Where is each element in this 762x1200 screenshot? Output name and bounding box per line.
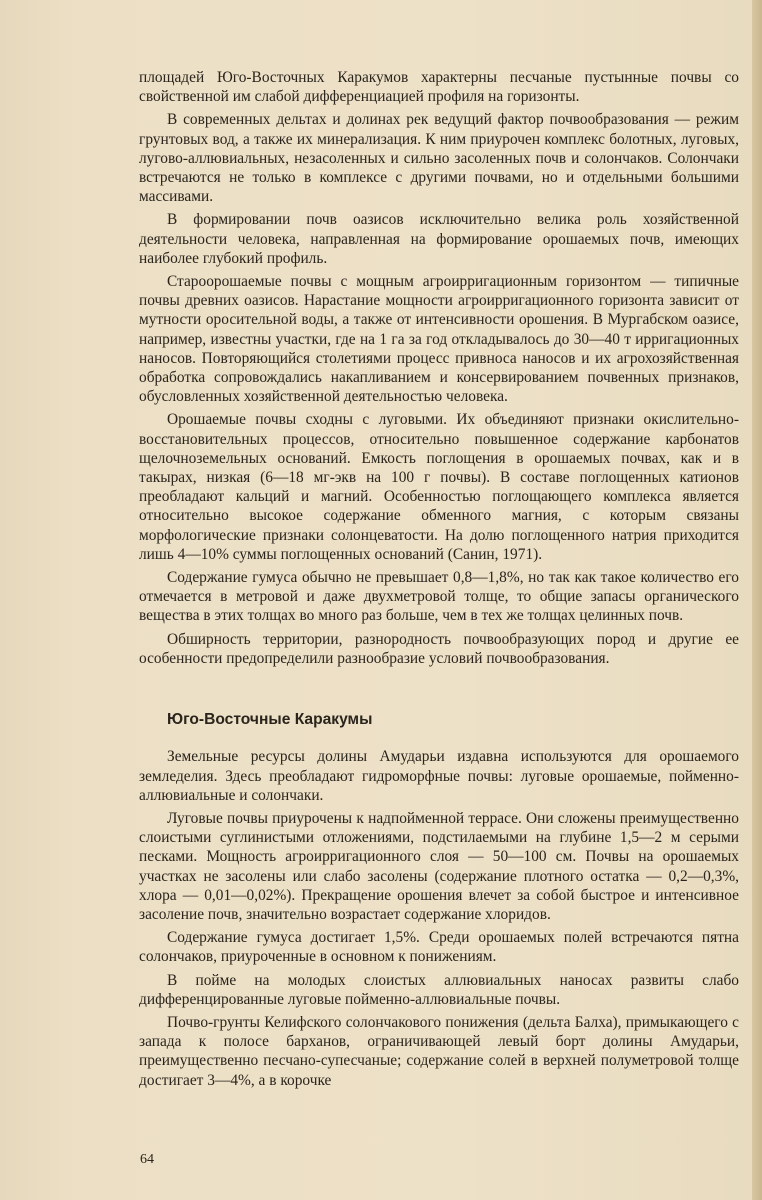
paragraph: В современных дельтах и долинах рек ведущий фактор почвообразования — режим грунтовых вод, а также их минерализация. К ним приурочен комплекс болотных, луговых, лугово-аллювиальных, незасоленных и сильно засоленных почв и солончаков. Солончаки встречаются не только в комплексе с другими почвами, но и отдельными большими массивами.: [139, 111, 739, 206]
section-heading: Юго-Восточные Каракумы: [167, 711, 373, 729]
text-body: [139, 68, 739, 1090]
paragraph: Содержание гумуса достигает 1,5%. Среди орошаемых полей встречаются пятна солончаков, приуроченные в основном к понижениям.: [139, 929, 739, 966]
paragraph: Содержание гумуса обычно не превышает 0,8—1,8%, но так как такое количество его отмечается в метровой и даже двухметровой толще, то общие запасы органического вещества в этих толщах во много раз больше, чем в тех же толщах целинных почв.: [139, 569, 739, 625]
paragraph: Луговые почвы приурочены к надпойменной террасе. Они сложены преимущественно слоистыми суглинистыми отложениями, подстилаемыми на глубине 1,5—2 м серыми песками. Мощность агроирригационного слоя — 50—100 см. Почвы на орошаемых участках не засолены или слабо засолены (содержание плотного остатка — 0,2—0,3%, хлора — 0,01—0,02%). Прекращение орошения влечет за собой быстрое и интенсивное засоление почв, значительно возрастает содержание хлоридов.: [139, 809, 739, 923]
paragraph: В формировании почв оазисов исключительно велика роль хозяйственной деятельности человека, направленная на формирование орошаемых почв, имеющих наиболее глубокий профиль.: [139, 211, 739, 267]
paragraph: В пойме на молодых слоистых аллювиальных наносах развиты слабо дифференцированные луговые пойменно-аллювиальные почвы.: [139, 971, 739, 1008]
paragraph: Почво-грунты Келифского солончакового понижения (дельта Балха), примыкающего с запада к полосе барханов, ограничивающей левый борт долины Амударьи, преимущественно песчано-супесчаные; содержание солей в верхней полуметровой толще достигает 3—4%, а в корочке: [139, 1013, 739, 1089]
page-number: 64: [140, 1152, 154, 1167]
paragraph: Земельные ресурсы долины Амударьи издавна используются для орошаемого земледелия. Здесь преобладают гидроморфные почвы: луговые орошаемые, пойменно-аллювиальные и солончаки.: [139, 748, 739, 804]
paragraph: Обширность территории, разнородность почвообразующих пород и другие ее особенности предопределили разнообразие условий почвообразования.: [139, 630, 739, 667]
paragraph: Староорошаемые почвы с мощным агроирригационным горизонтом — типичные почвы древних оазисов. Нарастание мощности агроирригационного горизонта зависит от мутности оросительной воды, а также от интенсивности орошения. В Мургабском оазисе, например, известны участки, где на 1 га за год откладывалось до 30—40 т ирригационных наносов. Повторяющийся столетиями процесс привноса наносов и их агрохозяйственная обработка сопровождались накапливанием и консервированием почвенных признаков, обусловленных хозяйственной деятельностью человека.: [139, 273, 739, 406]
paragraph: Орошаемые почвы сходны с луговыми. Их объединяют признаки окислительно-восстановительных процессов, относительно повышенное содержание карбонатов щелочноземельных оснований. Емкость поглощения в орошаемых почвах, как и в такырах, низкая (6—18 мг-экв на 100 г почвы). В составе поглощенных катионов преобладают кальций и магний. Особенностью поглощающего комплекса является относительно высокое содержание обменного магния, с которым связаны морфологические признаки солонцеватости. На долю поглощенного натрия приходится лишь 4—10% суммы поглощенных оснований (Санин, 1971).: [139, 411, 739, 563]
page-edge: [752, 0, 762, 1200]
paragraph: площадей Юго-Восточных Каракумов характерны песчаные пустынные почвы со свойственной им слабой дифференциацией профиля на горизонты.: [139, 69, 739, 106]
